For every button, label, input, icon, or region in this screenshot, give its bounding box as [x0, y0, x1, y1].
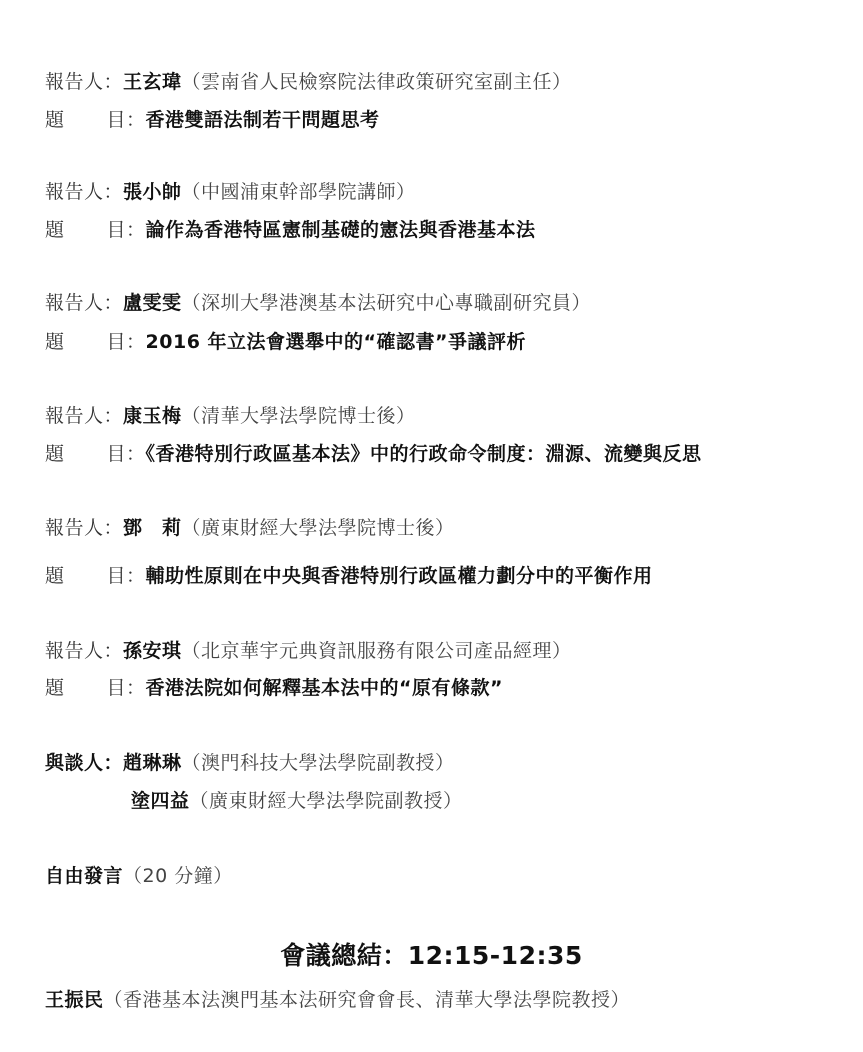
colon: ： [103, 71, 124, 93]
reporter-name: 張小帥 [123, 181, 182, 203]
topic-line-5 [45, 564, 653, 588]
colon: ： [103, 517, 124, 539]
colon: ： [126, 331, 146, 353]
topic-label-b: 目 [106, 565, 127, 587]
reporter-label: 報告人 [45, 517, 104, 539]
reporter-line-2 [45, 180, 416, 204]
reporter-affiliation: （北京華宇元典資訊服務有限公司產品經理） [181, 640, 572, 662]
colon: ： [103, 640, 124, 662]
topic-line-4 [45, 442, 702, 466]
topic-text: 論作為香港特區憲制基礎的憲法與香港基本法 [145, 219, 536, 241]
topic-label-b: 目 [106, 443, 127, 465]
colon: ： [103, 405, 124, 427]
summary-speaker-affiliation: （香港基本法澳門基本法研究會會長、清華大學法學院教授） [103, 989, 631, 1011]
reporter-affiliation: （中國浦東幹部學院講師） [181, 181, 416, 203]
reporter-name: 鄧 莉 [123, 517, 182, 539]
free-speech-label: 自由發言 [45, 865, 124, 887]
summary-speaker-line [45, 988, 630, 1012]
discussant-line-1 [45, 751, 455, 775]
reporter-label: 報告人 [45, 405, 104, 427]
free-speech-line [45, 864, 233, 888]
topic-text: 輔助性原則在中央與香港特別行政區權力劃分中的平衡作用 [145, 565, 653, 587]
colon: ： [126, 565, 146, 587]
reporter-affiliation: （廣東財經大學法學院博士後） [181, 517, 455, 539]
reporter-label: 報告人 [45, 181, 104, 203]
discussant-line-2 [131, 789, 463, 813]
topic-label-a: 題 [45, 677, 65, 699]
reporter-name: 孫安琪 [123, 640, 182, 662]
reporter-name: 盧雯雯 [123, 292, 182, 314]
reporter-label: 報告人 [45, 640, 104, 662]
free-speech-duration: （20 分鐘） [123, 865, 233, 887]
topic-line-1 [45, 108, 380, 132]
reporter-line-6 [45, 639, 572, 663]
discussant-name: 塗四益 [131, 790, 190, 812]
colon: ： [103, 181, 124, 203]
reporter-line-3 [45, 291, 591, 315]
discussant-name: 趙琳琳 [123, 752, 182, 774]
reporter-label: 報告人 [45, 292, 104, 314]
discussant-label: 與談人 [45, 752, 104, 774]
topic-label-b: 目 [106, 331, 127, 353]
colon: ： [103, 292, 124, 314]
reporter-line-5 [45, 516, 455, 540]
colon: ： [126, 677, 146, 699]
topic-label-a: 題 [45, 219, 65, 241]
colon: ： [126, 219, 146, 241]
topic-label-b: 目 [106, 109, 127, 131]
topic-label-a: 題 [45, 443, 65, 465]
summary-title: 會議總結：12:15-12:35 [280, 941, 583, 970]
discussant-affiliation: （廣東財經大學法學院副教授） [189, 790, 463, 812]
topic-text: 香港法院如何解釋基本法中的“原有條款” [145, 677, 504, 699]
topic-label-a: 題 [45, 565, 65, 587]
summary-speaker-name: 王振民 [45, 989, 104, 1011]
topic-label-a: 題 [45, 331, 65, 353]
discussant-affiliation: （澳門科技大學法學院副教授） [181, 752, 455, 774]
topic-text: 2016 年立法會選舉中的“確認書”爭議評析 [145, 331, 527, 353]
reporter-name: 王玄瑋 [123, 71, 182, 93]
reporter-affiliation: （雲南省人民檢察院法律政策研究室副主任） [181, 71, 572, 93]
topic-line-6 [45, 676, 503, 700]
colon: ： [103, 752, 124, 774]
colon: ： [126, 443, 146, 465]
reporter-name: 康玉梅 [123, 405, 182, 427]
topic-text: 香港雙語法制若干問題思考 [145, 109, 380, 131]
reporter-affiliation: （清華大學法學院博士後） [181, 405, 416, 427]
reporter-line-4 [45, 404, 416, 428]
reporter-line-1 [45, 70, 572, 94]
topic-label-a: 題 [45, 109, 65, 131]
topic-label-b: 目 [106, 677, 127, 699]
reporter-affiliation: （深圳大學港澳基本法研究中心專職副研究員） [181, 292, 592, 314]
topic-line-2 [45, 218, 536, 242]
reporter-label: 報告人 [45, 71, 104, 93]
colon: ： [126, 109, 146, 131]
topic-line-3 [45, 330, 526, 354]
topic-label-b: 目 [106, 219, 127, 241]
topic-text: 《香港特別行政區基本法》中的行政命令制度：淵源、流變與反思 [145, 443, 702, 465]
